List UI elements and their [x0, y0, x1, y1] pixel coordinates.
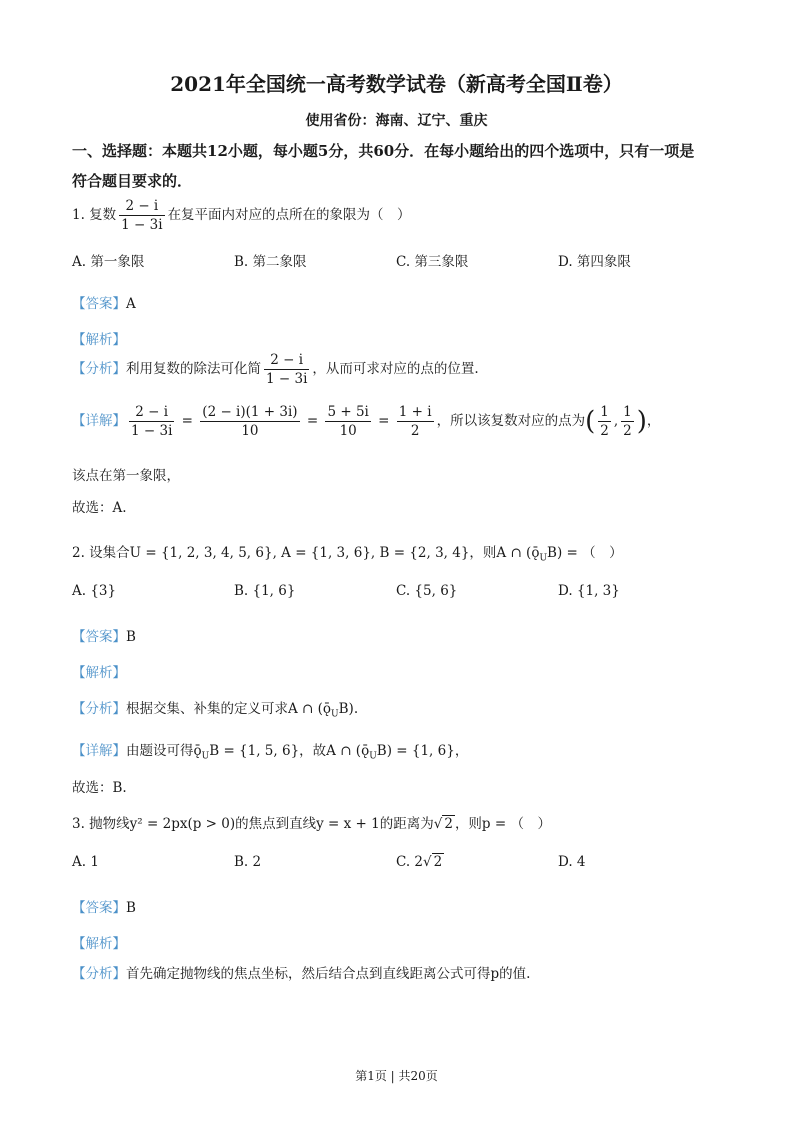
q1-d4-den: 2 — [410, 423, 420, 439]
q3-option-c-sqrt: 2 — [433, 854, 443, 870]
q3-fenxi-text: 首先确定抛物线的焦点坐标，然后结合点到直线距离公式可得p的值. — [126, 966, 531, 982]
q1-detail: 【详解】 $\frac{2 - i}{1 - 3i}$ = $\frac{(2 - i)(1 + 3i)}{10}$ = $\frac{5 + 5i}{10}$ = $\frac{1 + i}{2}$ ，所以该复数对应的点为( $\frac{1}{2}$ , $\frac{1}{2}$ )， — [72, 404, 661, 439]
q3-option-b: B. 2 — [234, 854, 262, 870]
q2-detail-end: B) = {1, 6}， — [376, 743, 469, 759]
q1-detail-end: ， — [646, 413, 661, 429]
q2-detail — [72, 739, 468, 762]
q2-detail-mid: B = {1, 5, 6}，故A ∩ (ǭ — [209, 743, 370, 759]
q3-option-c-pre: C. 2 — [396, 854, 424, 870]
q3-text-pre: 3. 抛物线y² = 2px(p > 0)的焦点到直线y = x + 1的距离为 — [72, 816, 434, 832]
q3-text-post: ，则p = （ ） — [454, 816, 551, 832]
q1-option-a: A. 第一象限 — [72, 254, 145, 270]
analysis-tag: 【解析】 — [72, 332, 126, 348]
q1-stem — [72, 198, 411, 233]
q1-answer — [72, 292, 136, 312]
q1-fenxi-frac-num: 2 − i — [264, 352, 309, 370]
q1-px-den: 2 — [600, 423, 609, 439]
q1-point-y — [621, 404, 634, 439]
q3-answer — [72, 896, 136, 916]
q2-analysis-label — [72, 661, 126, 681]
q1-d3-num: 5 + 5i — [327, 404, 369, 420]
q1-detail-mid: ，所以该复数对应的点为 — [436, 413, 586, 429]
q1-fenxi — [72, 352, 479, 387]
q1-px-num: 1 — [600, 404, 609, 420]
answer-tag: 【答案】 — [72, 900, 126, 916]
q1-d2-num: (2 − i)(1 + 3i) — [202, 404, 298, 420]
analysis-tag: 【解析】 — [72, 936, 126, 952]
q3-option-a: A. 1 — [72, 854, 99, 870]
q3-fenxi — [72, 962, 530, 982]
q2-option-d: D. {1, 3} — [558, 583, 620, 599]
q2-answer — [72, 625, 136, 645]
fenxi-tag: 【分析】 — [72, 361, 126, 377]
q1-option-c: C. 第三象限 — [396, 254, 469, 270]
q1-point-x — [598, 404, 611, 439]
q3-option-c: C. 2√ 2 — [396, 854, 443, 870]
answer-tag: 【答案】 — [72, 629, 126, 645]
q2-text: 2. 设集合U = {1, 2, 3, 4, 5, 6}, A = {1, 3, 6}, B = {2, 3, 4}，则A ∩ (ǭ — [72, 545, 540, 561]
q1-fenxi-frac-den: 1 − 3i — [266, 371, 308, 387]
q2-detail-sub2: U — [369, 751, 377, 762]
q1-option-d: D. 第四象限 — [558, 254, 631, 270]
q2-option-c: C. {5, 6} — [396, 583, 458, 599]
page-subtitle: 使用省份：海南、辽宁、重庆 — [305, 113, 488, 129]
q1-py-num: 1 — [623, 404, 632, 420]
fenxi-tag: 【分析】 — [72, 701, 126, 717]
detail-tag: 【详解】 — [72, 413, 126, 429]
q1-line3: 故选：A. — [72, 500, 127, 516]
q2-fenxi-text: 根据交集、补集的定义可求A ∩ (ǭ — [126, 701, 332, 717]
q1-py-den: 2 — [623, 423, 632, 439]
q1-detail-frac4 — [397, 404, 434, 439]
section-heading-line1: 一、选择题：本题共12小题，每小题5分，共60分．在每小题给出的四个选项中，只有一项是 — [72, 142, 695, 160]
q1-detail-frac2 — [200, 404, 299, 439]
q2-answer-value: B — [126, 629, 136, 645]
q2-sub: U — [539, 553, 548, 564]
page-footer: 第1页 | 共20页 — [355, 1069, 438, 1083]
q3-analysis-label — [72, 932, 126, 952]
q1-detail-frac3 — [325, 404, 370, 439]
q2-line2: 故选：B. — [72, 780, 127, 796]
fenxi-tag: 【分析】 — [72, 966, 126, 982]
q1-analysis-label — [72, 328, 126, 348]
page-title: 2021年全国统一高考数学试卷（新高考全国Ⅱ卷） — [170, 72, 623, 96]
q2-option-a: A. {3} — [72, 583, 117, 599]
analysis-tag: 【解析】 — [72, 665, 126, 681]
q1-d4-num: 1 + i — [398, 404, 432, 420]
q2-fenxi — [72, 697, 358, 720]
q1-line2: 该点在第一象限， — [72, 468, 180, 484]
q1-frac-num: 2 − i — [119, 198, 164, 216]
q1-detail-frac1 — [129, 404, 174, 439]
q1-d3-den: 10 — [339, 423, 357, 439]
q1-fenxi-pre: 利用复数的除法可化简 — [126, 361, 261, 377]
q2-fenxi-sub: U — [331, 709, 339, 720]
q3-option-d: D. 4 — [558, 854, 586, 870]
q1-d1-den: 1 − 3i — [131, 423, 173, 439]
q1-d1-num: 2 − i — [129, 404, 174, 422]
q2-detail-text: 由题设可得ǭ — [126, 743, 202, 759]
q1-fenxi-post: ，从而可求对应的点的位置. — [312, 361, 479, 377]
q2-stem — [72, 541, 623, 564]
q1-answer-value: A — [126, 296, 136, 312]
q2-fenxi-end: B). — [338, 701, 359, 717]
section-heading-line2: 符合题目要求的． — [72, 172, 193, 190]
q3-answer-value: B — [126, 900, 136, 916]
q1-frac-den: 1 − 3i — [121, 217, 163, 233]
q3-sqrt: 2 — [444, 816, 453, 832]
q2-text-end: B) = （ ） — [547, 545, 623, 561]
q2-detail-sub1: U — [201, 751, 210, 762]
detail-tag: 【详解】 — [72, 743, 126, 759]
q1-d2-den: 10 — [241, 423, 259, 439]
q3-stem: 3. 抛物线y² = 2px(p > 0)的焦点到直线y = x + 1的距离为√ 2 ，则p = （ ） — [72, 816, 551, 832]
q1-fenxi-fraction — [264, 352, 309, 387]
q1-fraction — [119, 198, 164, 233]
q1-suffix: 在复平面内对应的点所在的象限为（ ） — [167, 207, 411, 223]
q2-option-b: B. {1, 6} — [234, 583, 296, 599]
q1-option-b: B. 第二象限 — [234, 254, 307, 270]
q1-prefix: 1. 复数 — [72, 207, 117, 223]
answer-tag: 【答案】 — [72, 296, 126, 312]
